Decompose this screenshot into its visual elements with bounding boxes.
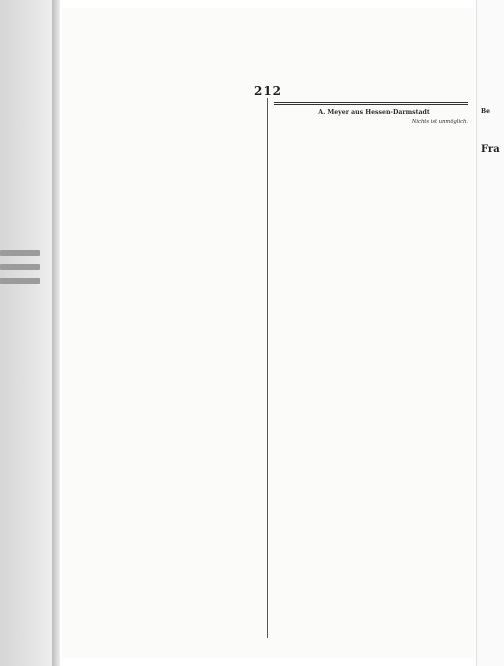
binding-tab	[0, 250, 40, 256]
adjacent-page-label-top: Be	[481, 108, 490, 115]
article-heading: A. Meyer aus Hessen-Darmstadt	[318, 109, 430, 116]
adjacent-page-edge	[476, 0, 504, 666]
newspaper-page	[62, 8, 474, 658]
page-fold	[52, 0, 60, 666]
adjacent-page-label-mid: Fra	[481, 144, 500, 155]
page-number: 212	[253, 84, 283, 98]
binding-tabs	[0, 250, 40, 292]
column-divider	[267, 98, 268, 638]
binding-tab	[0, 278, 40, 284]
scan-margin	[0, 0, 60, 666]
right-text-column	[274, 98, 468, 638]
left-text-column	[68, 98, 262, 638]
binding-tab	[0, 264, 40, 270]
slogan: Nichts ist unmöglich.	[411, 119, 468, 125]
section-divider	[274, 102, 468, 105]
